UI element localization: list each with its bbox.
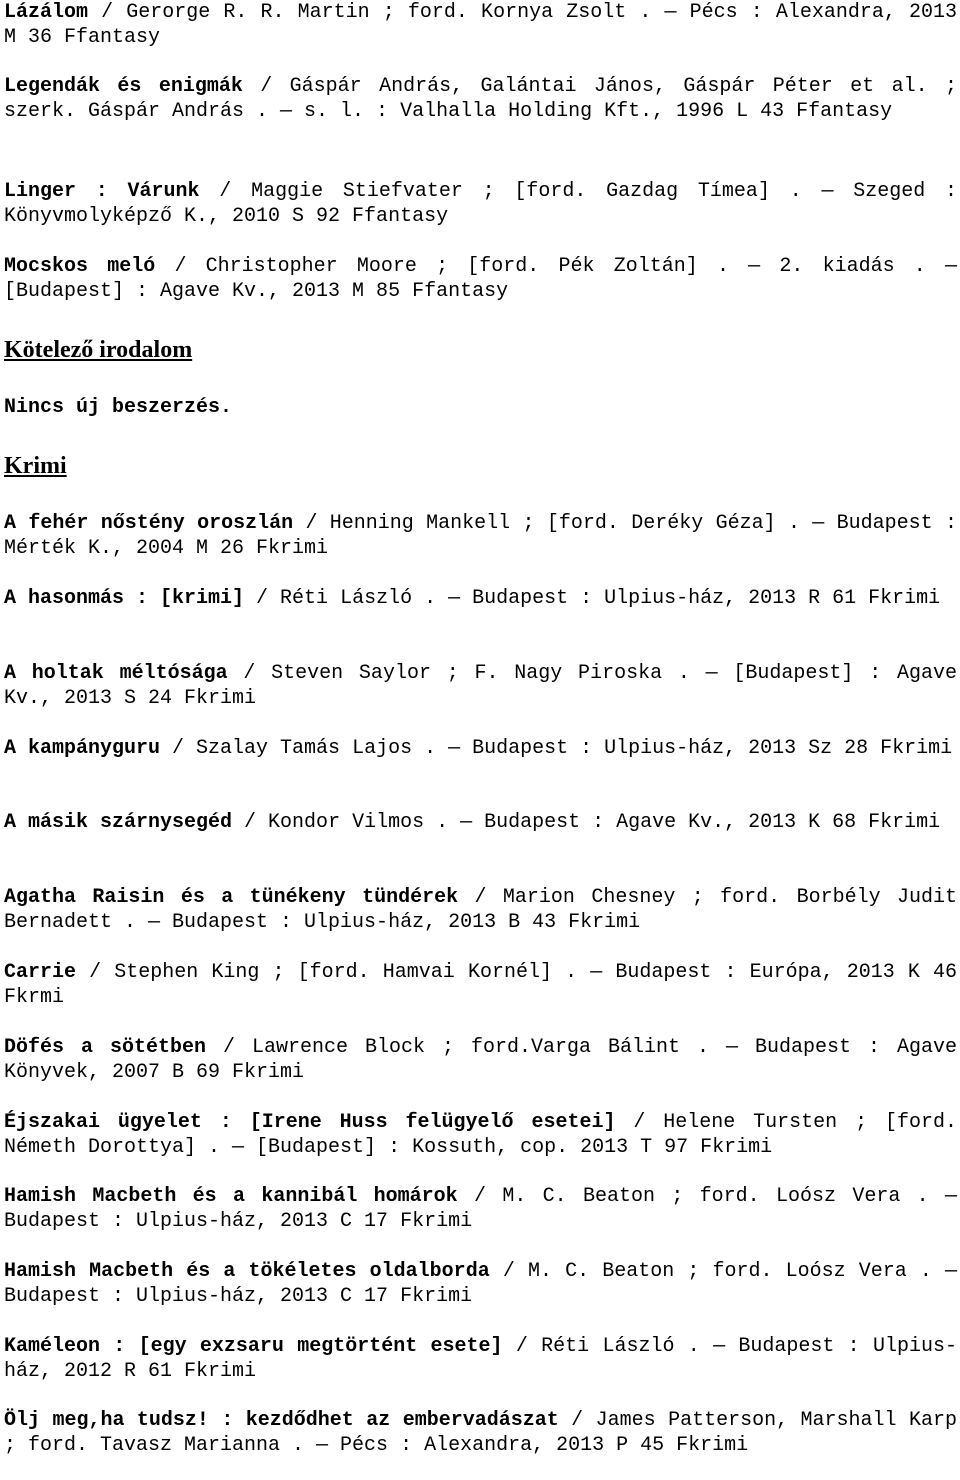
catalog-entry [4, 1110, 957, 1161]
entry-title: A holtak méltósága [4, 662, 228, 685]
entry-title: Agatha Raisin és a tünékeny tündérek [4, 886, 459, 909]
entry-title: A másik szárnysegéd [4, 811, 233, 834]
catalog-entry [4, 736, 957, 761]
entry-title: Lázálom [4, 1, 89, 24]
catalog-entry [4, 586, 957, 611]
entry-details: / Christopher Moore ; [ford. Pék Zoltán] . — 2. kiadás . — [Budapest] : Agave Kv., 2013 M 85 Ffantasy [4, 255, 957, 304]
entry-details: / Marion Chesney ; ford. Borbély Judit Bernadett . — Budapest : Ulpius-ház, 2013 B 43 Fkrimi [4, 886, 957, 935]
section-note: Nincs új beszerzés. [4, 396, 233, 419]
entry-title: Mocskos meló [4, 255, 156, 278]
entry-details: / Gerorge R. R. Martin ; ford. Kornya Zsolt . — Pécs : Alexandra, 2013 M 36 Ffantasy [4, 1, 957, 50]
entry-details: / Maggie Stiefvater ; [ford. Gazdag Tímea] . — Szeged : Könyvmolyképző K., 2010 S 92 Ffantasy [4, 180, 957, 229]
entry-details: / Szalay Tamás Lajos . — Budapest : Ulpius-ház, 2013 Sz 28 Fkrimi [160, 737, 953, 760]
entry-details: / Steven Saylor ; F. Nagy Piroska . — [Budapest] : Agave Kv., 2013 S 24 Fkrimi [4, 662, 957, 711]
catalog-entry [4, 1334, 957, 1385]
entry-details: / Henning Mankell ; [ford. Deréky Géza] . — Budapest : Mérték K., 2004 M 26 Fkrimi [4, 512, 958, 561]
entry-title: A kampányguru [4, 737, 161, 760]
entry-details: / M. C. Beaton ; ford. Loósz Vera . — Budapest : Ulpius-ház, 2013 C 17 Fkrimi [4, 1185, 957, 1234]
section-heading-krimi: Krimi [4, 453, 67, 479]
entry-title: A fehér nőstény oroszlán [4, 512, 294, 535]
catalog-entry [4, 885, 957, 936]
entry-details: / Réti László . — Budapest : Ulpius-ház, 2013 R 61 Fkrimi [244, 587, 941, 610]
entry-details: / Stephen King ; [ford. Hamvai Kornél] . — Budapest : Európa, 2013 K 46 Fkrmi [4, 961, 957, 1010]
catalog-entry [4, 511, 957, 562]
catalog-entry [4, 1184, 957, 1235]
catalog-entry [4, 179, 957, 230]
entry-details: / Kondor Vilmos . — Budapest : Agave Kv., 2013 K 68 Fkrimi [232, 811, 941, 834]
catalog-entry [4, 74, 957, 125]
catalog-entry [4, 0, 957, 51]
entry-title: Kaméleon : [egy exzsaru megtörtént esete] [4, 1335, 503, 1358]
entry-details: / James Patterson, Marshall Karp ; ford. Tavasz Marianna . — Pécs : Alexandra, 2013 P 45 Fkrimi [4, 1409, 957, 1458]
catalog-entry [4, 810, 957, 835]
entry-details: / Gáspár András, Galántai János, Gáspár Péter et al. ; szerk. Gáspár András . — s. l. : Valhalla Holding Kft., 1996 L 43 Ffantasy [4, 75, 958, 124]
entry-title: Hamish Macbeth és a tökéletes oldalborda [4, 1260, 490, 1283]
entry-title: Linger : Várunk [4, 180, 200, 203]
entry-title: A hasonmás : [krimi] [4, 587, 245, 610]
entry-title: Döfés a sötétben [4, 1036, 207, 1059]
catalog-entry [4, 960, 957, 1011]
section-heading-kotelezo: Kötelező irodalom [4, 337, 193, 363]
catalog-entry [4, 1035, 957, 1086]
catalog-entry [4, 254, 957, 305]
entry-title: Legendák és enigmák [4, 75, 243, 98]
entry-details: / Helene Tursten ; [ford. Németh Dorottya] . — [Budapest] : Kossuth, cop. 2013 T 97 Fkrimi [4, 1111, 957, 1160]
entry-title: Carrie [4, 961, 77, 984]
catalog-entry [4, 1259, 957, 1310]
entry-details: / Lawrence Block ; ford.Varga Bálint . — Budapest : Agave Könyvek, 2007 B 69 Fkrimi [4, 1036, 957, 1085]
entry-details: / Réti László . — Budapest : Ulpius-ház, 2012 R 61 Fkrimi [4, 1335, 957, 1384]
entry-title: Ölj meg,ha tudsz! : kezdődhet az embervadászat [4, 1409, 559, 1432]
catalog-entry [4, 661, 957, 712]
entry-title: Hamish Macbeth és a kannibál homárok [4, 1185, 458, 1208]
entry-title: Éjszakai ügyelet : [Irene Huss felügyelő esetei] [4, 1111, 616, 1134]
entry-details: / M. C. Beaton ; ford. Loósz Vera . — Budapest : Ulpius-ház, 2013 C 17 Fkrimi [4, 1260, 958, 1309]
catalog-entry [4, 1408, 957, 1459]
